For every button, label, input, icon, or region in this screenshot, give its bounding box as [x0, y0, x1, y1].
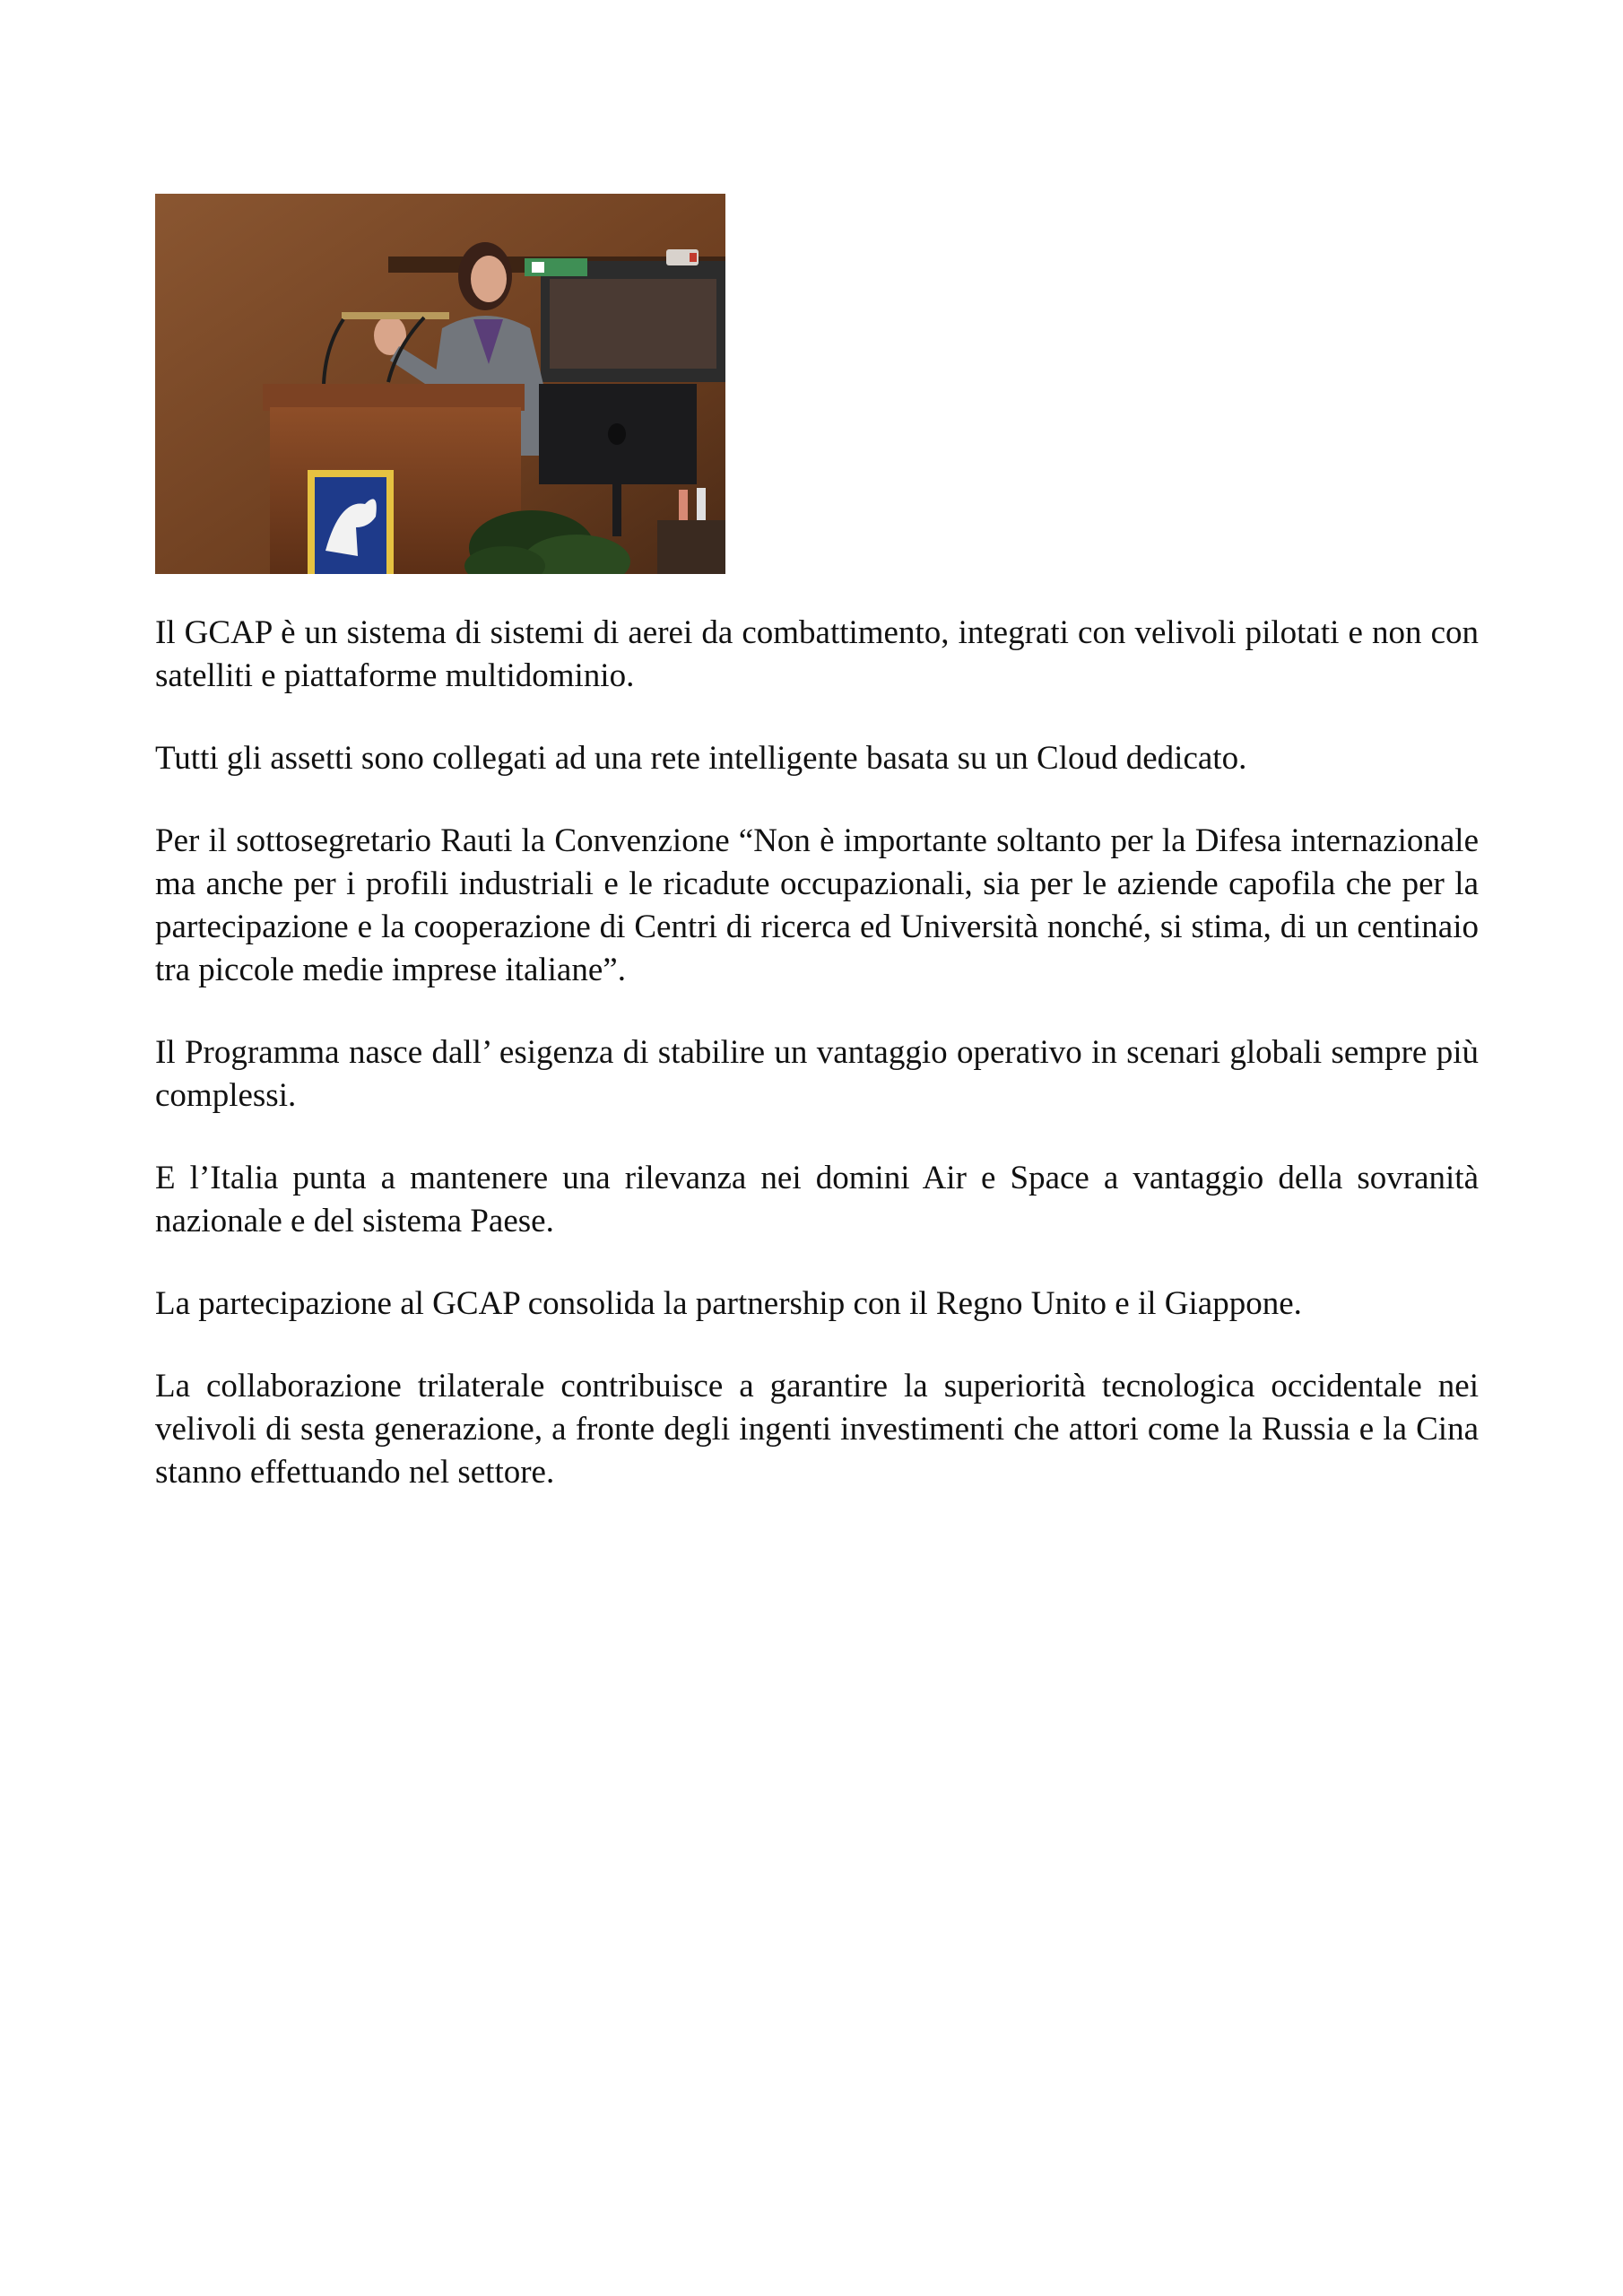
paragraph-assets-cloud: Tutti gli assetti sono collegati ad una rete intelligente basata su un Cloud dedicato. [155, 740, 1247, 777]
speaker-photo [155, 194, 725, 574]
paragraph-trilateral-collaboration: La collaborazione trilaterale contribuisce a garantire la superiorità tecnologica occidentale nei velivoli di sesta generazione, a fronte degli ingenti investimenti che attori come la Russia e la Cina stanno effettuando nel settore. [155, 1368, 1479, 1491]
paragraph-partnership: La partecipazione al GCAP consolida la partnership con il Regno Unito e il Giappone. [155, 1285, 1302, 1322]
paragraph-italy-air-space: E l’Italia punta a mantenere una rilevanza nei domini Air e Space a vantaggio della sovranità nazionale e del sistema Paese. [155, 1160, 1479, 1239]
paragraph-rauti-quote: Per il sottosegretario Rauti la Convenzione “Non è importante soltanto per la Difesa internazionale ma anche per i profili industriali e le ricadute occupazionali, sia per le aziende capofila che per la partecipazione e la cooperazione di Centri di ricerca ed Università nonché, si stima, di un centinaio tra piccole medie imprese italiane”. [155, 822, 1479, 988]
article-body [155, 612, 1479, 1534]
paragraph-programme-origin: Il Programma nasce dall’ esigenza di stabilire un vantaggio operativo in scenari globali sempre più complessi. [155, 1034, 1479, 1114]
speaker-photo-illustration [155, 194, 725, 574]
paragraph-gcap-definition: Il GCAP è un sistema di sistemi di aerei da combattimento, integrati con velivoli pilotati e non con satelliti e piattaforme multidominio. [155, 614, 1479, 694]
